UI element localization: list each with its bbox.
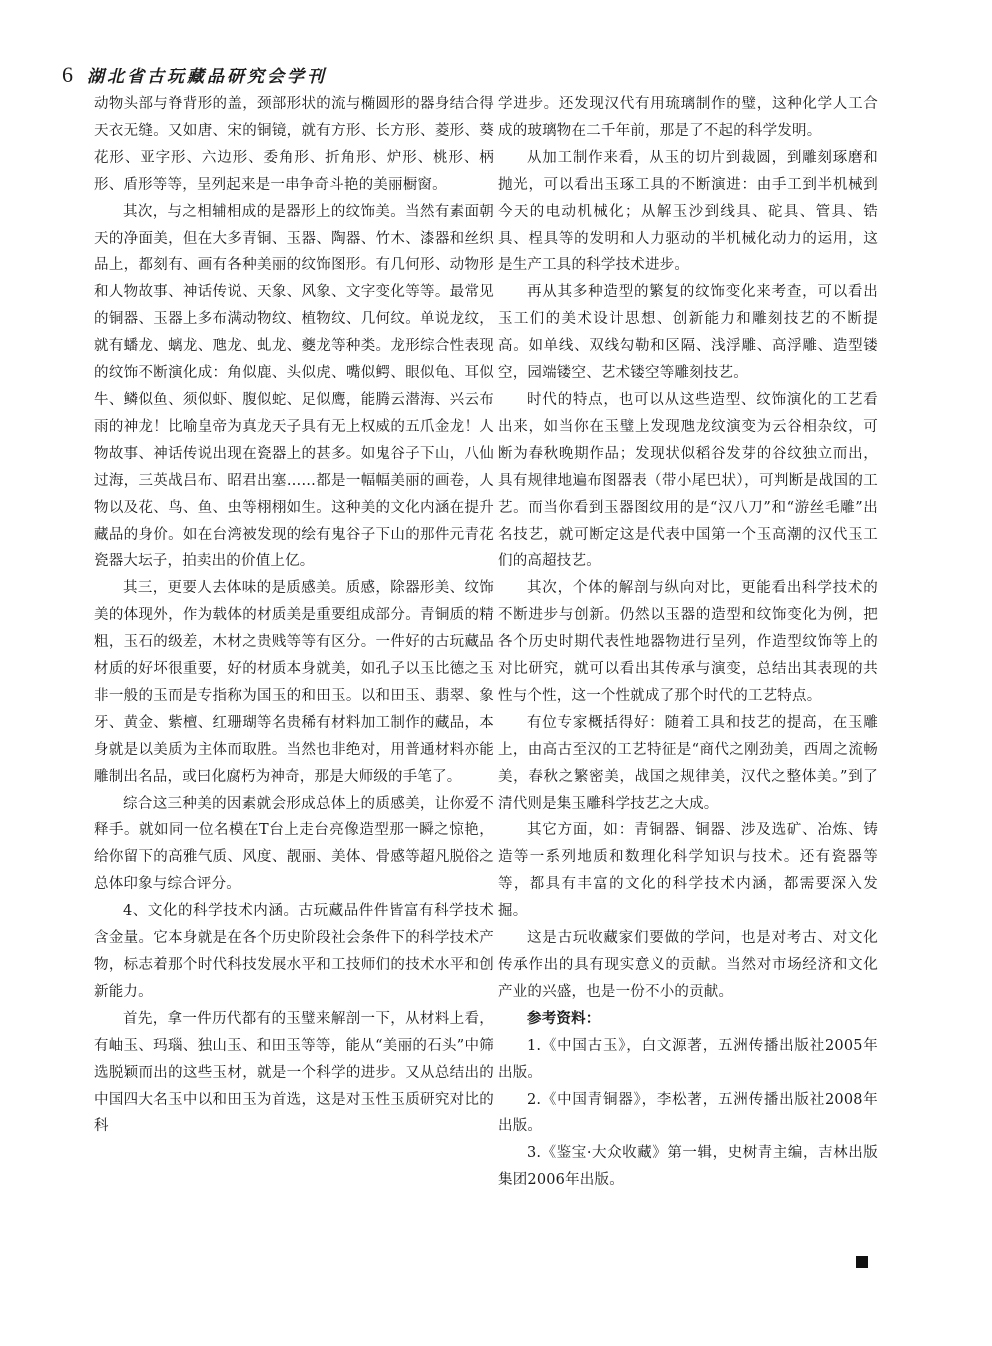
page-number: 6 bbox=[62, 62, 73, 87]
paragraph: 有位专家概括得好：随着工具和技艺的提高，在玉雕上，由高古至汉的工艺特征是“商代之刚劲美，西周之流畅美，春秋之繁密美，战国之规律美，汉代之整体美。”到了清代则是集玉雕科学技艺之大成。 bbox=[498, 714, 878, 812]
paragraph: 其三，更要人去体味的是质感美。质感，除器形美、纹饰美的体现外，作为载体的材质美是重要组成部分。青铜质的精粗，玉石的级差，木材之贵贱等等有区分。一件好的古玩藏品材质的好坏很重要，好的材质本身就美，如孔子以玉比德之玉非一般的玉而是专指称为国玉的和田玉。以和田玉、翡翠、象牙、黄金、紫檀、红珊瑚等名贵稀有材料加工制作的藏品，本身就是以美质为主体而取胜。当然也非绝对，用普通材料亦能雕制出名品，或曰化腐朽为神奇，那是大师级的手笔了。 bbox=[94, 580, 494, 785]
paragraph: 这是古玩收藏家们要做的学问，也是对考古、对文化传承作出的具有现实意义的贡献。当然对市场经济和文化产业的兴盛，也是一份不小的贡献。 bbox=[498, 930, 878, 1000]
section-paragraph: 4、文化的科学技术内涵。古玩藏品件件皆富有科学技术含金量。它本身就是在各个历史阶段社会条件下的科学技术产物，标志着那个时代科技发展水平和工技师们的技术水平和创新能力。 bbox=[94, 903, 494, 1000]
paragraph: 学进步。还发现汉代有用琉璃制作的璧，这种化学人工合成的玻璃物在二千年前，那是了不起的科学发明。 bbox=[498, 96, 878, 139]
paragraph: 时代的特点，也可以从这些造型、纹饰演化的工艺看出来，如当你在玉璧上发现虺龙纹演变为云谷相杂纹，可断为春秋晚期作品；发现状似稻谷发芽的谷纹独立而出，具有规律地遍布图器表（带小尾巴状），可判断是战国的工艺。而当你看到玉器图纹用的是“汉八刀”和“游丝毛雕”出名技艺，就可断定这是代表中国第一个玉高潮的汉代玉工们的高超技艺。 bbox=[498, 391, 878, 570]
right-column bbox=[498, 91, 878, 1194]
reference-item: 3.《鉴宝·大众收藏》第一辑，史树青主编，吉林出版集团2006年出版。 bbox=[498, 1145, 878, 1189]
paragraph: 首先，拿一件历代都有的玉璧来解剖一下，从材料上看，有岫玉、玛瑙、独山玉、和田玉等等，能从“美丽的石头”中筛选脱颖而出的这些玉材，就是一个科学的进步。又从总结出的中国四大名玉中以和田玉为首选，这是对玉性玉质研究对比的科 bbox=[94, 1010, 494, 1135]
references-heading: 参考资料： bbox=[527, 1010, 601, 1027]
paragraph: 再从其多种造型的繁复的纹饰变化来考查，可以看出玉工们的美术设计思想、创新能力和雕刻技艺的不断提高。如单线、双线勾勒和区隔、浅浮雕、高浮雕、造型镂空，园端镂空、艺术镂空等雕刻技艺。 bbox=[498, 284, 878, 382]
end-of-article-mark bbox=[856, 1256, 868, 1268]
paragraph: 其次，与之相辅相成的是器形上的纹饰美。当然有素面朝天的净面美，但在大多青铜、玉器、陶器、竹木、漆器和丝织品上，都刻有、画有各种美丽的纹饰图形。有几何形、动物形和人物故事、神话传说、天象、风象、文字变化等等。最常见的铜器、玉器上多布满动物纹、植物纹、几何纹。单说龙纹，就有蟠龙、螭龙、虺龙、虬龙、夔龙等种类。龙形综合性表现的纹饰不断演化成：角似鹿、头似虎、嘴似鳄、眼似龟、耳似牛、鳞似鱼、须似虾、腹似蛇、足似鹰，能腾云潜海、兴云布雨的神龙！比喻皇帝为真龙天子具有无上权威的五爪金龙！人物故事、神话传说出现在瓷器上的甚多。如鬼谷子下山，八仙过海，三英战吕布、昭君出塞……都是一幅幅美丽的画卷，人物以及花、鸟、鱼、虫等栩栩如生。这种美的文化内涵在提升藏品的身价。如在台湾被发现的绘有鬼谷子下山的那件元青花瓷器大坛子，拍卖出的价值上亿。 bbox=[94, 203, 494, 570]
paragraph: 从加工制作来看，从玉的切片到裁圆，到雕刻琢磨和抛光，可以看出玉琢工具的不断演进：由手工到半机械到今天的电动机械化；从解玉沙到线具、砣具、管具、锆具、桯具等的发明和人力驱动的半机械化动力的运用，这是生产工具的科学技术进步。 bbox=[498, 149, 878, 274]
paragraph: 综合这三种美的因素就会形成总体上的质感美，让你爱不释手。就如同一位名模在T台上走台亮像造型那一瞬之惊艳，给你留下的高雅气质、风度、靓丽、美体、骨感等超凡脱俗之总体印象与综合评分。 bbox=[94, 795, 494, 893]
page-header bbox=[62, 62, 327, 92]
reference-item: 1.《中国古玉》，白文源著，五洲传播出版社2005年出版。 bbox=[498, 1037, 878, 1081]
journal-title: 湖北省古玩藏品研究会学刊 bbox=[87, 67, 327, 87]
paragraph: 动物头部与脊背形的盖，颈部形状的流与椭圆形的器身结合得天衣无缝。又如唐、宋的铜镜，就有方形、长方形、菱形、葵花形、亚字形、六边形、委角形、折角形、炉形、桃形、柄形、盾形等等，呈列起来是一串争奇斗艳的美丽橱窗。 bbox=[94, 96, 494, 193]
reference-item: 2.《中国青铜器》，李松著，五洲传播出版社2008年出版。 bbox=[498, 1091, 878, 1135]
paragraph: 其次，个体的解剖与纵向对比，更能看出科学技术的不断进步与创新。仍然以玉器的造型和纹饰变化为例，把各个历史时期代表性地器物进行呈列，作造型纹饰等上的对比研究，就可以看出其传承与演变，总结出其表现的共性与个性，这一个性就成了那个时代的工艺特点。 bbox=[498, 580, 878, 704]
paragraph: 其它方面，如：青铜器、铜器、涉及选矿、冶炼、铸造等一系列地质和数理化科学知识与技术。还有瓷器等等，都具有丰富的文化的科学技术内涵，都需要深入发掘。 bbox=[498, 822, 878, 920]
left-column bbox=[94, 91, 494, 1140]
